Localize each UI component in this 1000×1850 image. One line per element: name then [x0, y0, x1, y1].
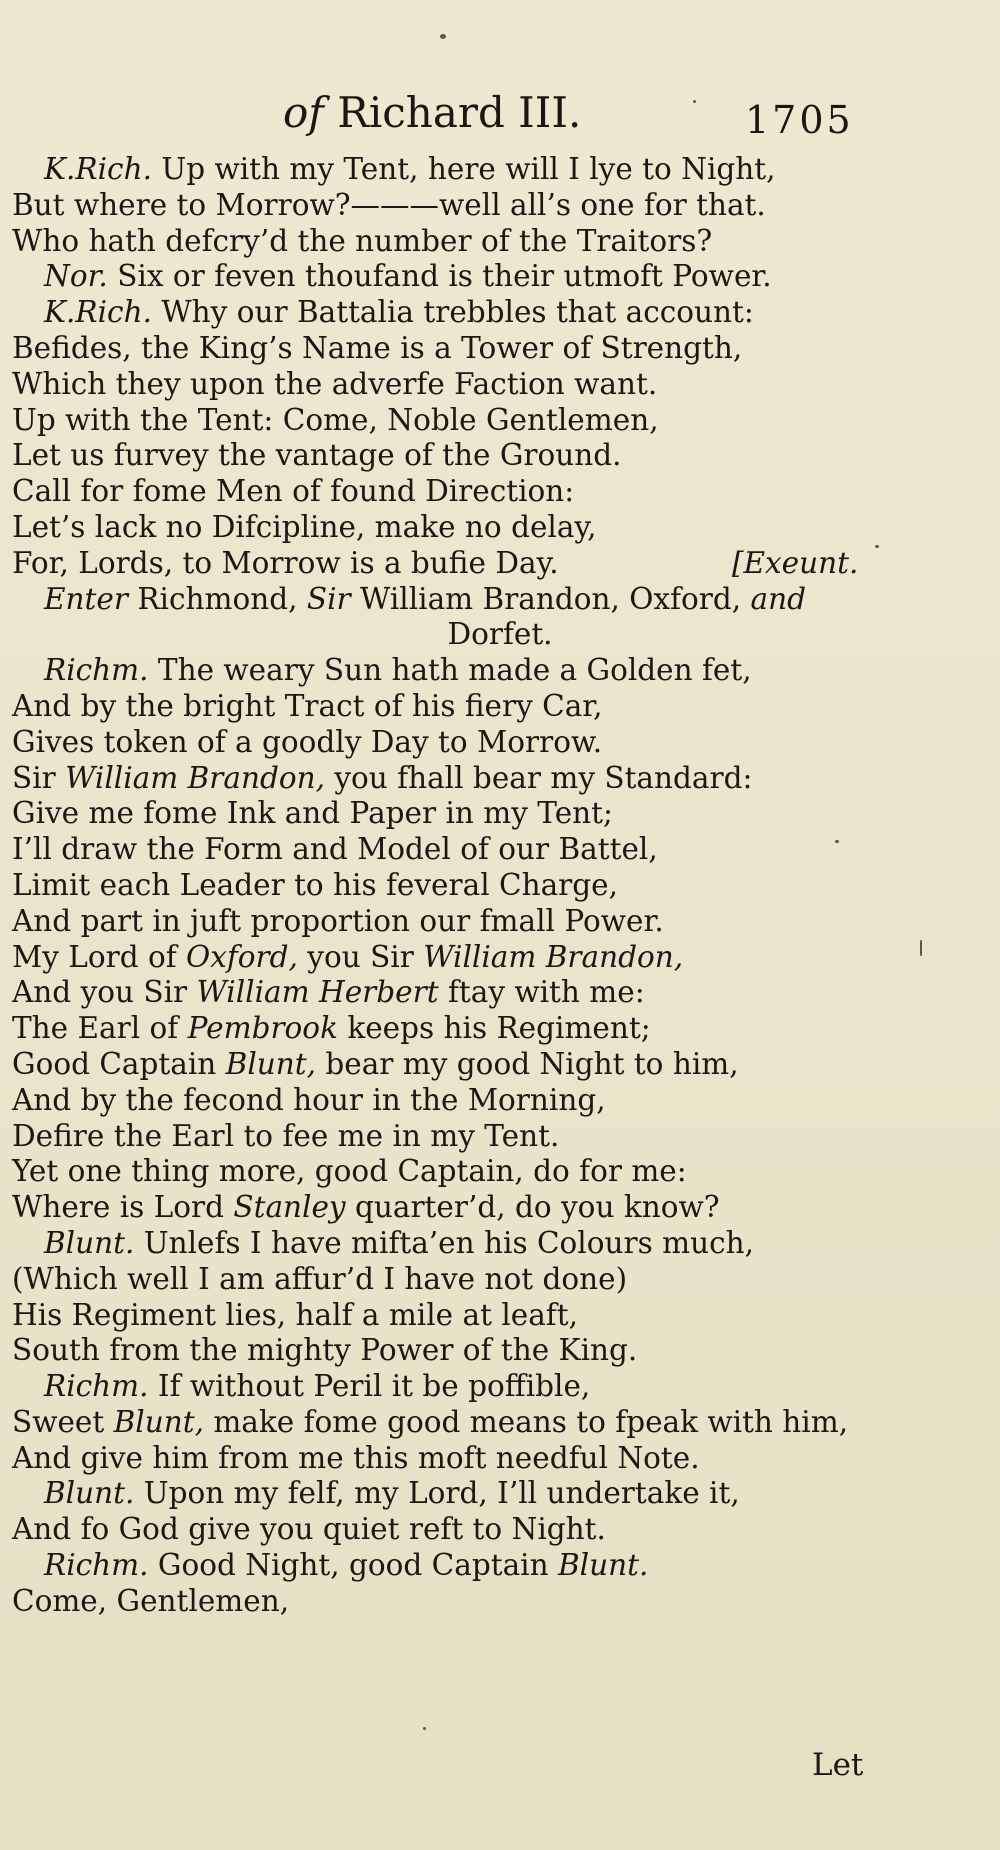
verse-text: ftay with me:: [438, 975, 645, 1010]
stage-direction-exeunt: [Exeunt.: [732, 545, 859, 580]
speaker-name: Richm.: [44, 653, 149, 688]
verse-line: [0, 224, 1000, 260]
verse-text: Where is Lord: [12, 1190, 234, 1225]
verse-text: For, Lords, to Morrow is a bufie Day.: [12, 545, 559, 580]
ink-speck: [423, 1727, 426, 1730]
verse-line: [0, 1298, 1000, 1334]
verse-text: And part in juft proportion our fmall Power.: [12, 903, 664, 938]
verse-line: [0, 403, 1000, 439]
verse-line: [0, 761, 1000, 797]
stage-sir: Sir: [306, 581, 351, 616]
verse-line: [0, 1011, 1000, 1047]
verse-line: [0, 1119, 1000, 1155]
verse-line: [0, 546, 1000, 582]
verse-text: But where to Morrow?———well all’s one for that.: [12, 187, 766, 222]
verse-line: [0, 510, 1000, 546]
page-number: 1705: [745, 98, 854, 142]
stage-names: William Brandon, Oxford,: [360, 581, 742, 616]
verse-text: you fhall bear my Standard:: [325, 760, 753, 795]
verse-line: [0, 367, 1000, 403]
verse-text: Up with the Tent: Come, Noble Gentlemen,: [12, 402, 659, 437]
verse-text: The weary Sun hath made a Golden fet,: [157, 653, 752, 688]
verse-line: [0, 796, 1000, 832]
speaker-name: Richm.: [44, 1548, 149, 1583]
verse-text: His Regiment lies, half a mile at leaft,: [12, 1297, 578, 1332]
verse-text: (Which well I am affur’d I have not done): [12, 1261, 628, 1296]
verse-text: South from the mighty Power of the King.: [12, 1333, 638, 1368]
verse-line: [0, 1083, 1000, 1119]
speech-line: [0, 152, 1000, 188]
verse-text: Let us furvey the vantage of the Ground.: [12, 438, 622, 473]
verse-text: Good Night, good Captain: [157, 1548, 558, 1583]
speaker-name: Richm.: [44, 1369, 149, 1404]
verse-text: Come, Gentlemen,: [12, 1583, 290, 1618]
speaker-name: K.Rich.: [44, 295, 152, 330]
verse-text: And by the fecond hour in the Morning,: [12, 1082, 606, 1117]
verse-line: [0, 868, 1000, 904]
italic-name: William Brandon,: [65, 760, 325, 795]
speech-line: [0, 1369, 1000, 1405]
verse-text: keeps his Regiment;: [337, 1011, 651, 1046]
italic-name: Blunt,: [225, 1046, 316, 1081]
verse-text: If without Peril it be poffible,: [157, 1369, 591, 1404]
ink-speck: [835, 840, 839, 843]
verse-text: Who hath defcry’d the number of the Traitors?: [12, 223, 713, 258]
verse-line: [0, 832, 1000, 868]
verse-text: The Earl of: [12, 1011, 188, 1046]
verse-text: Befides, the King’s Name is a Tower of Strength,: [12, 330, 743, 365]
verse-text: Call for fome Men of found Direction:: [12, 474, 575, 509]
verse-line: [0, 940, 1000, 976]
stage-direction-continued: [0, 617, 1000, 653]
verse-text: And you Sir: [12, 975, 197, 1010]
running-head-prefix: of: [283, 88, 324, 137]
verse-line: [0, 725, 1000, 761]
verse-text: I’ll draw the Form and Model of our Battel,: [12, 832, 658, 867]
verse-text: Up with my Tent, here will I lye to Night,: [161, 152, 776, 186]
speech-line: [0, 1476, 1000, 1512]
verse-text: And fo God give you quiet reft to Night.: [12, 1512, 606, 1547]
verse-text: My Lord of: [12, 939, 187, 974]
ink-speck: [920, 940, 922, 956]
verse-text: Yet one thing more, good Captain, do for me:: [12, 1154, 687, 1189]
verse-line: [0, 1262, 1000, 1298]
verse-line: [0, 904, 1000, 940]
verse-text: And give him from me this moft needful Note.: [12, 1440, 700, 1475]
verse-text: Good Captain: [12, 1046, 226, 1081]
speech-line: [0, 295, 1000, 331]
verse-text: bear my good Night to him,: [316, 1046, 739, 1081]
verse-text: Limit each Leader to his feveral Charge,: [12, 867, 618, 902]
verse-text: you Sir: [297, 939, 424, 974]
speaker-name: K.Rich.: [44, 152, 152, 186]
verse-text: And by the bright Tract of his fiery Car,: [12, 688, 603, 723]
verse-text: quarter’d, do you know?: [345, 1190, 720, 1225]
ink-speck: [440, 34, 446, 39]
verse-line: [0, 1154, 1000, 1190]
italic-name: Blunt.: [557, 1548, 649, 1583]
verse-text: Why our Battalia trebbles that account:: [161, 295, 754, 330]
running-head-title: Richard III.: [337, 88, 582, 137]
speaker-name: Nor.: [44, 259, 108, 294]
italic-name: William Herbert: [196, 975, 439, 1010]
speaker-name: Blunt.: [44, 1225, 135, 1260]
speech-line: [0, 653, 1000, 689]
verse-text: make fome good means to fpeak with him,: [203, 1404, 849, 1439]
verse-text: Unlefs I have mifta’en his Colours much,: [143, 1225, 754, 1260]
italic-name: Blunt,: [113, 1404, 204, 1439]
verse-line: [0, 689, 1000, 725]
verse-text: Defire the Earl to fee me in my Tent.: [12, 1118, 560, 1153]
verse-line: [0, 474, 1000, 510]
verse-line: [0, 1584, 1000, 1620]
play-text: [0, 152, 1000, 1620]
verse-text: Sir: [12, 760, 66, 795]
verse-line: [0, 1333, 1000, 1369]
verse-line: [0, 438, 1000, 474]
verse-line: [0, 1405, 1000, 1441]
verse-text: Let’s lack no Difcipline, make no delay,: [12, 509, 597, 544]
verse-line: [0, 1190, 1000, 1226]
verse-line: [0, 1512, 1000, 1548]
verse-text: Sweet: [12, 1404, 114, 1439]
italic-name: Stanley: [233, 1190, 346, 1225]
stage-direction: [0, 582, 1000, 618]
ink-speck: [875, 545, 879, 548]
stage-and: and: [750, 581, 807, 616]
verse-text: Which they upon the adverfe Faction want.: [12, 366, 658, 401]
verse-line: [0, 188, 1000, 224]
verse-text: Upon my felf, my Lord, I’ll undertake it,: [143, 1476, 740, 1511]
verse-line: [0, 331, 1000, 367]
running-head: [283, 88, 581, 138]
verse-line: [0, 1047, 1000, 1083]
verse-text: Six or feven thoufand is their utmoft Power.: [117, 259, 772, 294]
stage-enter: Enter: [44, 581, 128, 616]
stage-names: Richmond,: [137, 581, 298, 616]
verse-line: [0, 975, 1000, 1011]
speech-line: [0, 1548, 1000, 1584]
verse-text: Give me fome Ink and Paper in my Tent;: [12, 796, 613, 831]
speech-line: [0, 1226, 1000, 1262]
verse-line: [0, 1441, 1000, 1477]
italic-name: Pembrook: [187, 1011, 338, 1046]
catchword: Let: [812, 1747, 864, 1783]
speech-line: [0, 259, 1000, 295]
italic-name: William Brandon,: [423, 939, 684, 974]
speaker-name: Blunt.: [44, 1476, 135, 1511]
italic-name: Oxford,: [186, 939, 298, 974]
stage-names: Dorfet.: [447, 617, 553, 652]
ink-speck: [693, 100, 696, 103]
verse-text: Gives token of a goodly Day to Morrow.: [12, 724, 603, 759]
